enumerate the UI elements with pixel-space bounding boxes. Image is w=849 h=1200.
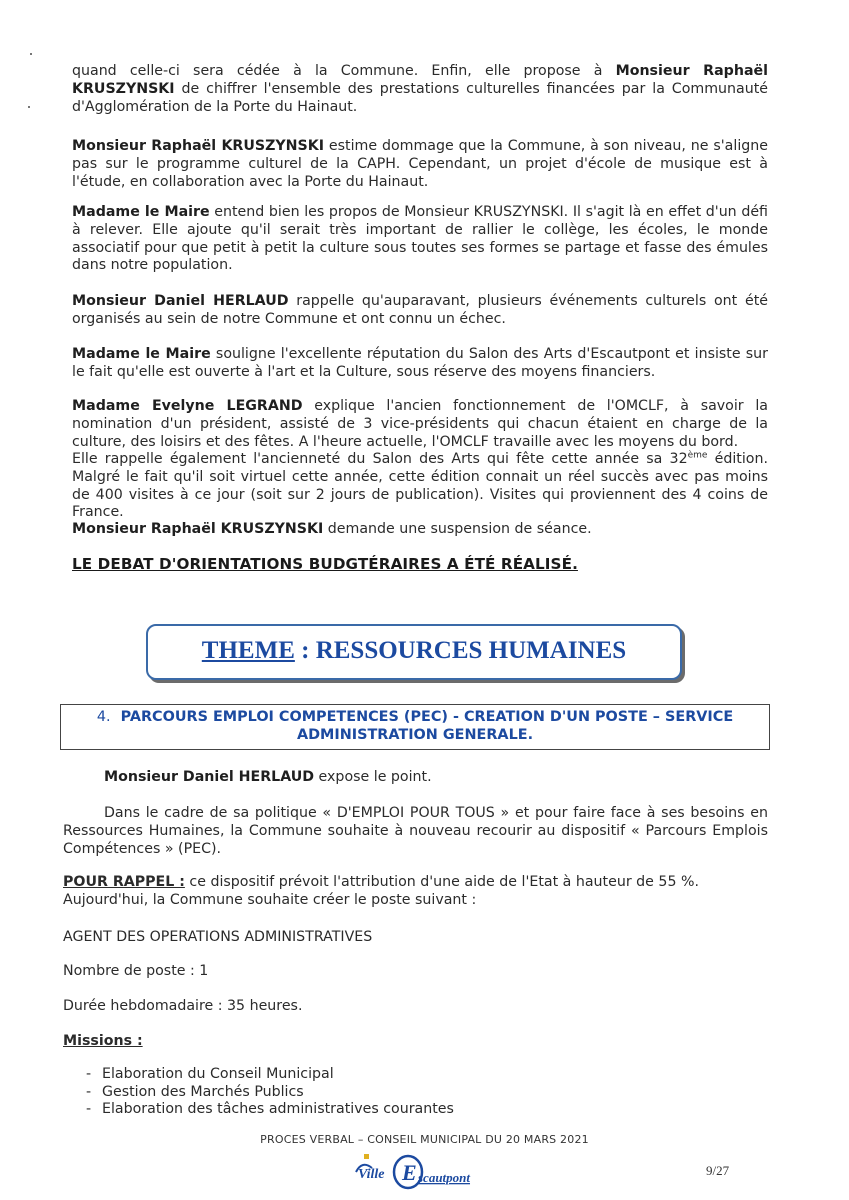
logo-sun-icon	[364, 1154, 369, 1159]
theme-heading: THEME : RESSOURCES HUMAINES	[201, 637, 627, 664]
paragraph-2: Monsieur Raphaël KRUSZYNSKI estime dommage que la Commune, à son niveau, ne s'aligne pas sur le programme culturel de la CAPH. Cependant, un projet d'école de musique est à l'étude, en collaboration avec la Porte du Hainaut.	[72, 138, 768, 190]
poste-title: AGENT DES OPERATIONS ADMINISTRATIVES	[63, 929, 373, 945]
rappel-paragraph: POUR RAPPEL : ce dispositif prévoit l'attribution d'une aide de l'Etat à hauteur de 55 %. Aujourd'hui, la Commune souhaite créer le poste suivant :	[63, 874, 699, 908]
missions-list	[86, 1066, 454, 1119]
duree-hebdo: Durée hebdomadaire : 35 heures.	[63, 998, 303, 1014]
expose-line: Monsieur Daniel HERLAUD expose le point.	[104, 769, 432, 785]
agenda-point-heading: 4. PARCOURS EMPLOI COMPETENCES (PEC) - CREATION D'UN POSTE – SERVICE ADMINISTRATION GENERALE.	[96, 709, 734, 743]
paragraph-4: Monsieur Daniel HERLAUD rappelle qu'auparavant, plusieurs événements culturels ont été organisés au sein de notre Commune et ont connu un échec.	[72, 293, 768, 327]
list-item: - Elaboration du Conseil Municipal	[86, 1066, 334, 1082]
paragraph-1: quand celle-ci sera cédée à la Commune. Enfin, elle propose à Monsieur Raphaël KRUSZYNSKI de chiffrer l'ensemble des prestations culturelles financées par la Communauté d'Agglomération de la Porte du Hainaut.	[72, 63, 768, 115]
cadre-paragraph: Dans le cadre de sa politique « D'EMPLOI POUR TOUS » et pour faire face à ses besoins en Ressources Humaines, la Commune souhaite à nouveau recourir au dispositif « Parcours Emplois Compétences » (PEC).	[63, 805, 768, 857]
page-number: 9/27	[706, 1163, 730, 1178]
scan-speck	[30, 53, 32, 55]
nombre-poste: Nombre de poste : 1	[63, 963, 209, 979]
debate-title: LE DEBAT D'ORIENTATIONS BUDGTÉRAIRES A ÉTÉ RÉALISÉ.	[72, 555, 578, 573]
paragraph-7: Monsieur Raphaël KRUSZYNSKI demande une suspension de séance.	[72, 521, 592, 537]
footer-title: PROCES VERBAL – CONSEIL MUNICIPAL DU 20 MARS 2021	[260, 1133, 589, 1146]
logo-text-scautpont: scautpont	[418, 1170, 471, 1185]
paragraph-6: Madame Evelyne LEGRAND explique l'ancien fonctionnement de l'OMCLF, à savoir la nomination d'un président, assisté de 3 vice-présidents qui chacun étaient en charge de la culture, des loisirs et des fêtes. A l'heure actuelle, l'OMCLF travaille avec les moyens du bord.	[72, 398, 768, 450]
list-item: - Gestion des Marchés Publics	[86, 1083, 304, 1100]
logo-text-ville: Ville	[358, 1167, 385, 1182]
missions-label: Missions :	[63, 1033, 143, 1049]
scan-speck	[28, 106, 30, 108]
logo-letter: E	[402, 1160, 417, 1185]
paragraph-salon: Elle rappelle également l'ancienneté du Salon des Arts qui fête cette année sa 32ème édition. Malgré le fait qu'il soit virtuel cette année, cette édition connait un réel succès avec pas moins de 400 visites à ce jour (soit sur 2 jours de publication). Visites qui proviennent des 4 coins de France.	[72, 450, 768, 521]
list-item: - Elaboration des tâches administratives courantes	[86, 1101, 454, 1117]
paragraph-5: Madame le Maire souligne l'excellente réputation du Salon des Arts d'Escautpont et insiste sur le fait qu'elle est ouverte à l'art et la Culture, sous réserve des moyens financiers.	[72, 346, 768, 380]
paragraph-3: Madame le Maire entend bien les propos de Monsieur KRUSZYNSKI. Il s'agit là en effet d'un défi à relever. Elle ajoute qu'il serait très important de rallier le collège, les écoles, le monde associatif pour que petit à petit la culture sous toutes ses formes se partage et fasse des émules dans notre population.	[72, 204, 768, 274]
theme-box	[146, 624, 682, 680]
agenda-point-box	[60, 704, 770, 750]
town-logo	[346, 1150, 476, 1190]
